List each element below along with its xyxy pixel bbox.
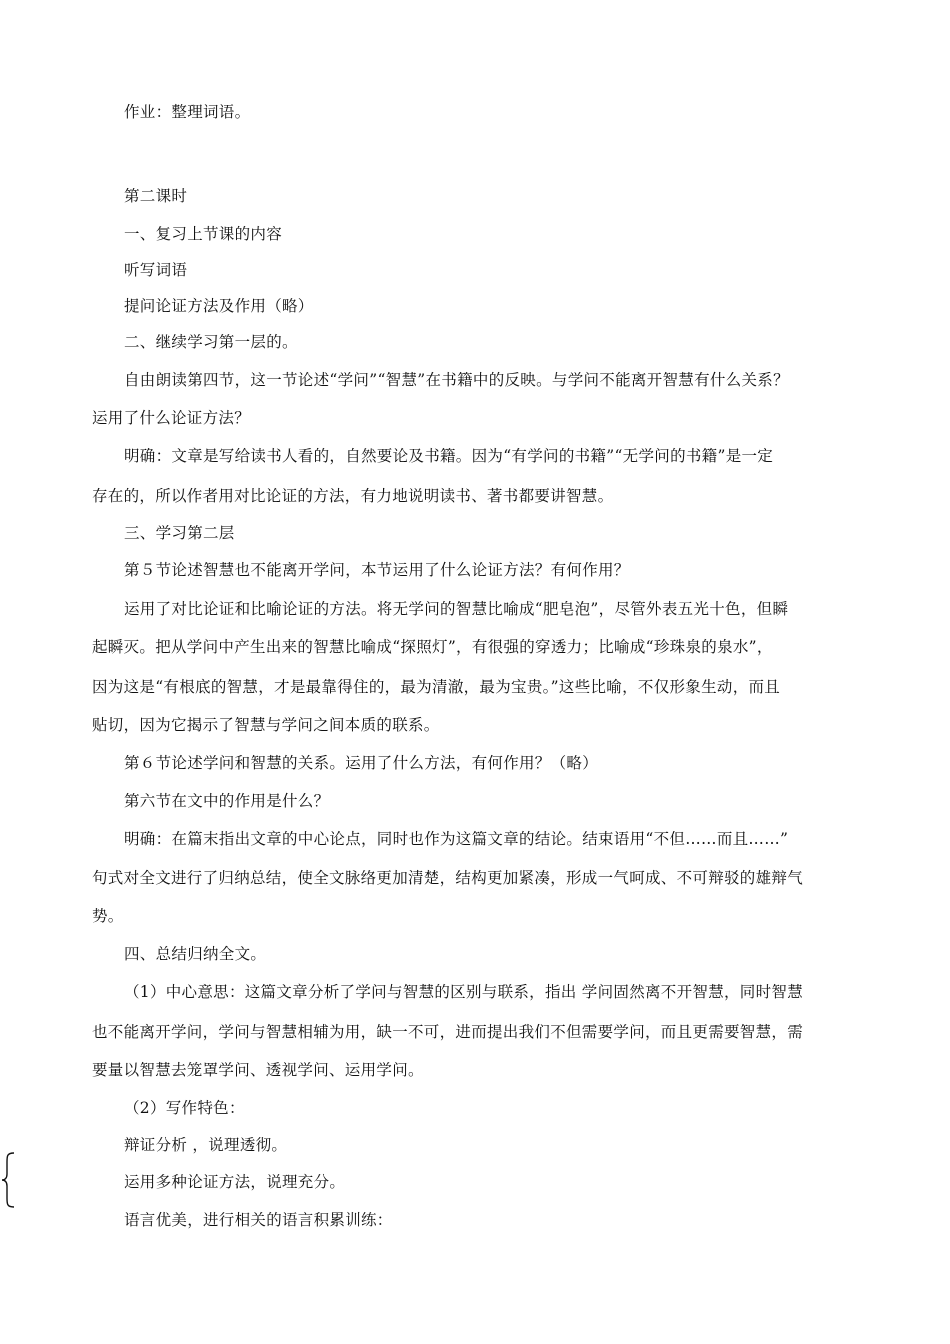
section3-question6b: 第六节在文中的作用是什么？ [124,792,330,810]
feature-item: 运用多种论证方法，说理充分。 [124,1173,346,1191]
section3-answer6-line: 势。 [92,907,124,925]
section1-item: 听写词语 [124,261,188,279]
section2-question-line: 运用了什么论证方法？ [92,409,251,427]
section2-question-line: 自由朗读第四节，这一节论述“学问”“智慧”在书籍中的反映。与学问不能离开智慧有什么关系？ [124,371,789,389]
section3-heading: 三、学习第二层 [124,524,235,542]
feature-item: 语言优美，进行相关的语言积累训练： [124,1211,393,1229]
section3-answer5-line: 起瞬灭。把从学问中产生出来的智慧比喻成“探照灯”，有很强的穿透力；比喻成“珍珠泉的泉水”， [92,638,773,656]
section3-answer6-line: 句式对全文进行了归纳总结，使全文脉络更加清楚，结构更加紧凑，形成一气呵成、不可辩驳的雄辩气 [92,869,804,887]
section4-features-heading: （2）写作特色： [124,1099,245,1117]
section2-heading: 二、继续学习第一层的。 [124,333,298,351]
section2-answer-line: 明确：文章是写给读书人看的，自然要论及书籍。因为“有学问的书籍”“无学问的书籍”是一定 [124,447,774,465]
section4-central-idea-line: 也不能离开学问，学问与智慧相辅为用，缺一不可，进而提出我们不但需要学问，而且更需要智慧，需 [92,1023,804,1041]
feature-item: 辩证分析 ，说理透彻。 [124,1136,288,1154]
section3-answer5-line: 贴切，因为它揭示了智慧与学问之间本质的联系。 [92,716,440,734]
section2-answer-line: 存在的，所以作者用对比论证的方法，有力地说明读书、著书都要讲智慧。 [92,487,614,505]
section3-question5: 第５节论述智慧也不能离开学问，本节运用了什么论证方法？有何作用？ [124,561,630,579]
section3-answer5-line: 因为这是“有根底的智慧，才是最靠得住的，最为清澈，最为宝贵。”这些比喻，不仅形象生动，而且 [92,678,781,696]
lesson-title: 第二课时 [124,187,188,205]
section3-question6: 第６节论述学问和智慧的关系。运用了什么方法，有何作用？（略） [124,754,599,772]
section4-central-idea-line: （1）中心意思：这篇文章分析了学问与智慧的区别与联系，指出 学问固然离不开智慧，同时智慧 [124,983,803,1001]
section4-central-idea-line: 要量以智慧去笼罩学问、透视学问、运用学问。 [92,1061,424,1079]
homework-line: 作业：整理词语。 [124,103,251,121]
left-brace-icon [0,1152,16,1208]
section3-answer6-line: 明确：在篇末指出文章的中心论点，同时也作为这篇文章的结论。结束语用“不但……而且……” [124,830,789,848]
section3-answer5-line: 运用了对比论证和比喻论证的方法。将无学问的智慧比喻成“肥皂泡”，尽管外表五光十色，但瞬 [124,600,789,618]
section1-item: 提问论证方法及作用（略） [124,297,314,315]
section4-heading: 四、总结归纳全文。 [124,945,267,963]
section1-heading: 一、复习上节课的内容 [124,225,283,243]
